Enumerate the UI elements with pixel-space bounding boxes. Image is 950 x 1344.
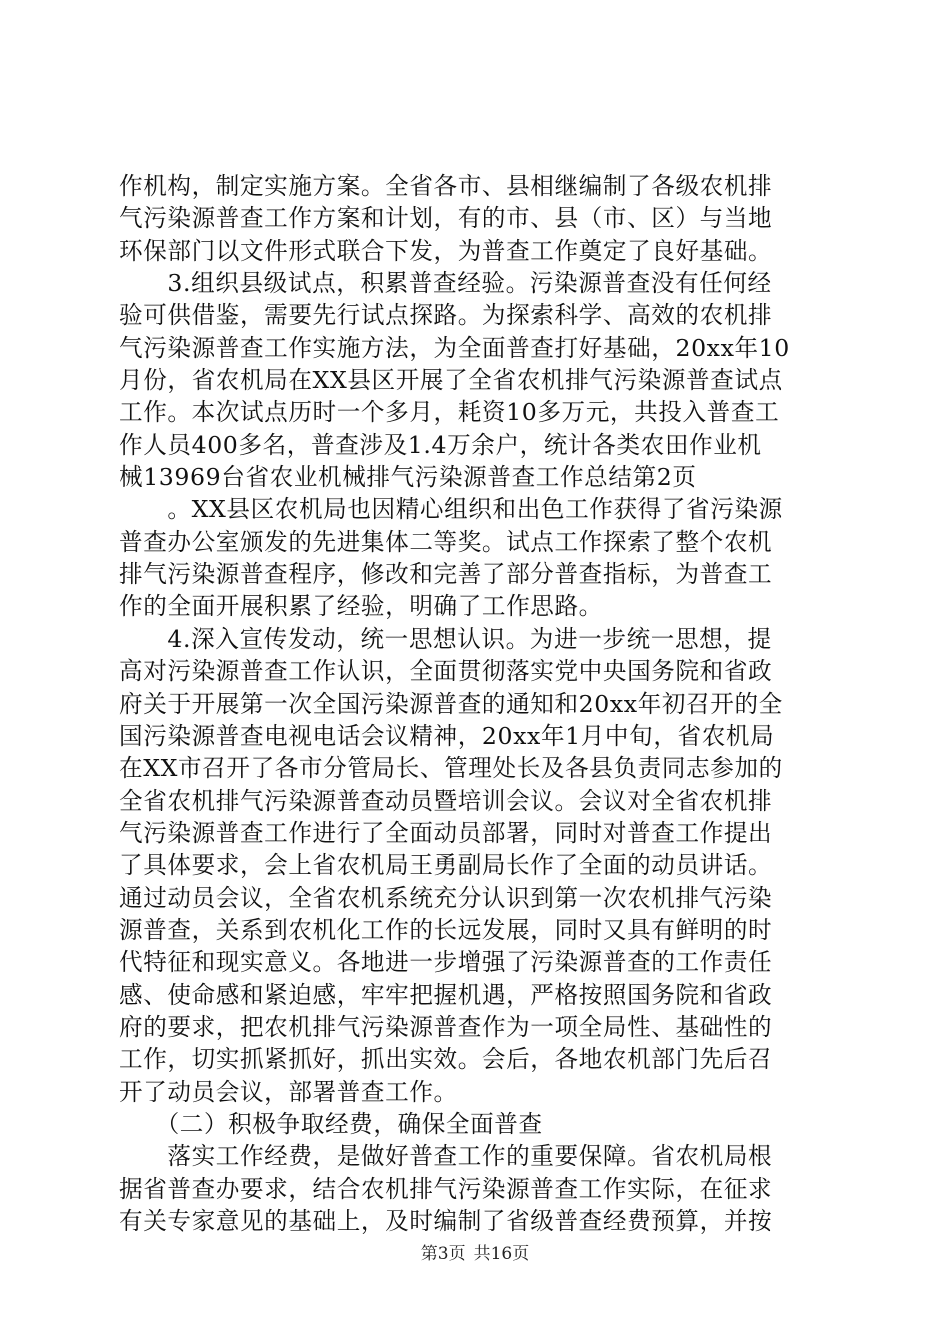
text-line: 4.深入宣传发动，统一思想认识。为进一步统一思想，提 [119, 624, 772, 653]
text-line: 在XX市召开了各市分管局长、管理处长及各县负责同志参加的 [119, 754, 783, 783]
text-line: 3.组织县级试点，积累普查经验。污染源普查没有任何经 [119, 269, 772, 298]
text-line: 府关于开展第一次全国污染源普查的通知和20xx年初召开的全 [119, 689, 783, 718]
text-line: 作的全面开展积累了经验，明确了工作思路。 [119, 592, 603, 621]
text-line: 代特征和现实意义。各地进一步增强了污染源普查的工作责任 [119, 948, 773, 977]
text-line: 落实工作经费，是做好普查工作的重要保障。省农机局根 [119, 1142, 773, 1171]
text-line: 国污染源普查电视电话会议精神，20xx年1月中旬，省农机局 [119, 721, 775, 750]
text-line: 源普查，关系到农机化工作的长远发展，同时又具有鲜明的时 [119, 915, 773, 944]
text-line: 府的要求，把农机排气污染源普查作为一项全局性、基础性的 [119, 1012, 773, 1041]
text-line: 环保部门以文件形式联合下发，为普查工作奠定了良好基础。 [119, 236, 773, 265]
text-line: 。XX县区农机局也因精心组织和出色工作获得了省污染源 [119, 495, 783, 524]
text-line: 作人员400多名，普查涉及1.4万余户，统计各类农田作业机 [119, 430, 762, 459]
body-text [119, 170, 839, 1237]
text-line: 气污染源普查工作方案和计划，有的市、县（市、区）与当地 [119, 204, 773, 233]
text-line: 全省农机排气污染源普查动员暨培训会议。会议对全省农机排 [119, 786, 773, 815]
section-heading: （二）积极争取经费，确保全面普查 [119, 1109, 543, 1138]
text-line: 械13969台省农业机械排气污染源普查工作总结第2页 [119, 463, 697, 492]
text-line: 开了动员会议，部署普查工作。 [119, 1077, 458, 1106]
text-line: 有关专家意见的基础上，及时编制了省级普查经费预算，并按 [119, 1207, 773, 1235]
text-line: 作机构，制定实施方案。全省各市、县相继编制了各级农机排 [119, 172, 773, 200]
page-footer [0, 1244, 950, 1264]
text-line: 工作。本次试点历时一个多月，耗资10多万元，共投入普查工 [119, 398, 780, 427]
text-line: 气污染源普查工作进行了全面动员部署，同时对普查工作提出 [119, 818, 773, 847]
text-line: 工作，切实抓紧抓好，抓出实效。会后，各地农机部门先后召 [119, 1045, 773, 1074]
text-line: 感、使命感和紧迫感，牢牢把握机遇，严格按照国务院和省政 [119, 980, 773, 1009]
text-line: 普查办公室颁发的先进集体二等奖。试点工作探索了整个农机 [119, 527, 773, 556]
text-line: 验可供借鉴，需要先行试点探路。为探索科学、高效的农机排 [119, 301, 773, 330]
page-total: 共16页 [473, 1244, 530, 1264]
text-line: 了具体要求，会上省农机局王勇副局长作了全面的动员讲话。 [119, 851, 773, 880]
text-line: 排气污染源普查程序，修改和完善了部分普查指标，为普查工 [119, 560, 773, 589]
text-line: 据省普查办要求，结合农机排气污染源普查工作实际，在征求 [119, 1174, 773, 1203]
text-line: 高对污染源普查工作认识，全面贯彻落实党中央国务院和省政 [119, 657, 773, 686]
text-line: 气污染源普查工作实施方法，为全面普查打好基础，20xx年10 [119, 333, 790, 362]
page-number: 第3页 [420, 1244, 466, 1264]
text-line: 通过动员会议，全省农机系统充分认识到第一次农机排气污染 [119, 883, 773, 912]
text-line: 月份，省农机局在XX县区开展了全省农机排气污染源普查试点 [119, 366, 783, 395]
